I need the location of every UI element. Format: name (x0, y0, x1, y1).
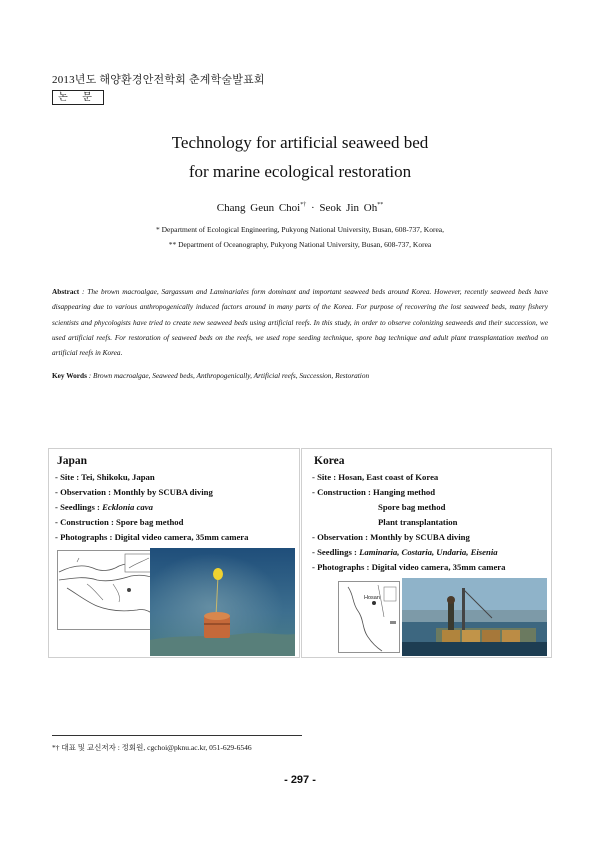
korea-seedlings-label: - Seedlings : (312, 547, 360, 557)
japan-seedlings (55, 500, 249, 515)
korea-title: Korea (314, 455, 345, 467)
paper-title (0, 128, 600, 186)
korea-details (312, 470, 506, 575)
author-separator: · (311, 202, 315, 214)
korea-panel (301, 448, 552, 658)
title-line-2: for marine ecological restoration (188, 162, 412, 181)
japan-title: Japan (57, 455, 88, 467)
page-number: - 297 - (284, 774, 316, 786)
korea-observation: - Observation : Monthly by SCUBA diving (312, 532, 470, 542)
abstract-text: : The brown macroalgae, Sargassum and Laminariales form dominant and important seaweed beds around Korea. However, recently seaweed beds have disappearing due to various anthropogenically induced factors around in many parts of the Korea. For purpose of recovering the lost seaweed beds, many fishery scientists and phycologists have tried to create new seaweed beds using artificial reefs. In this study, in order to observe colonizing seaweeds and their succession, we used artificial reefs. For restoration of seaweed beds on the reefs, we used rope seeding technique, spore bag technique and adult plant transplantation method on artificial reefs in Korea. (52, 287, 548, 358)
japan-panel (48, 448, 300, 658)
affiliation-2: ** Department of Oceanography, Pukyong National University, Busan, 608-737, Korea (168, 240, 432, 249)
paper-type-label: 논 문 (52, 90, 104, 105)
japan-observation: - Observation : Monthly by SCUBA diving (55, 487, 213, 497)
keywords (52, 371, 548, 380)
keywords-text: : Brown macroalgae, Seaweed beds, Anthropogenically, Artificial reefs, Succession, Restoration (88, 371, 370, 380)
title-line-1: Technology for artificial seaweed bed (171, 133, 429, 152)
japan-site: - Site : Tei, Shikoku, Japan (55, 472, 155, 482)
author-2: Seok Jin Oh (319, 202, 378, 214)
japan-site-map (57, 550, 157, 630)
japan-underwater-photo (150, 548, 295, 656)
japan-seedlings-value: Ecklonia cava (102, 502, 153, 512)
japan-construction: - Construction : Spore bag method (55, 517, 184, 527)
footnote-divider (52, 735, 302, 736)
abstract-label: Abstract (52, 287, 80, 296)
affiliation-1: * Department of Ecological Engineering, Pukyong National University, Busan, 608-737, Korea, (156, 225, 444, 234)
author-1: Chang Geun Choi (216, 202, 301, 214)
footnote: *† 대표 및 교신저자 : 정회원, cgchoi@pknu.ac.kr, 051-629-6546 (52, 743, 252, 752)
korea-photographs: - Photographs : Digital video camera, 35mm camera (312, 562, 506, 572)
conference-title: 2013년도 해양환경안전학회 춘계학술발표회 (52, 74, 265, 86)
japan-details (55, 470, 249, 545)
japan-photographs: - Photographs : Digital video camera, 35mm camera (55, 532, 249, 542)
authors (0, 202, 600, 214)
korea-seedlings-value: Laminaria, Costaria, Undaria, Eisenia (359, 547, 498, 557)
author-2-mark: ** (377, 202, 384, 208)
abstract (52, 284, 548, 360)
keywords-label: Key Words (52, 371, 87, 380)
korea-map-label: Hosan (364, 595, 380, 601)
korea-site-map (338, 581, 400, 653)
korea-seedlings (312, 545, 506, 560)
japan-seedlings-label: - Seedlings : (55, 502, 103, 512)
korea-construction-3: Plant transplantation (378, 517, 458, 527)
author-1-mark: *† (300, 202, 307, 208)
korea-site: - Site : Hosan, East coast of Korea (312, 472, 439, 482)
korea-harbor-photo (402, 578, 547, 656)
korea-construction-2: Spore bag method (378, 502, 446, 512)
korea-construction: - Construction : Hanging method (312, 487, 436, 497)
